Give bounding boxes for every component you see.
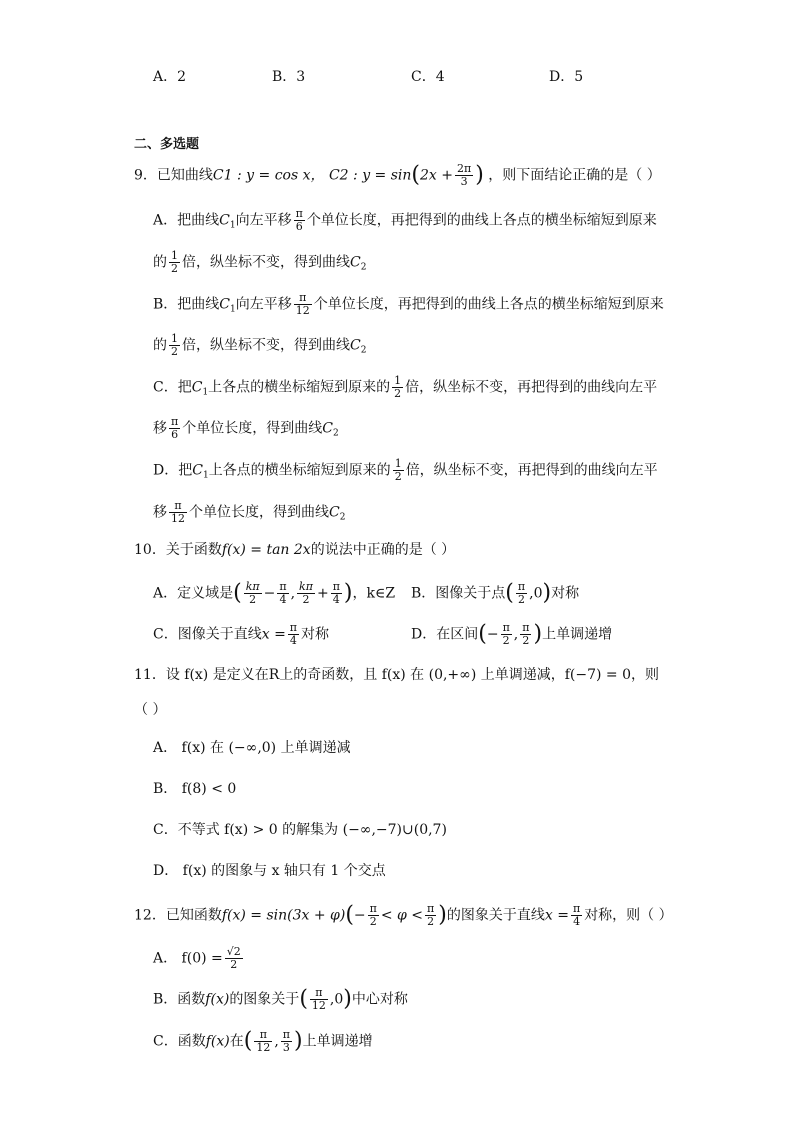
prev-option-b: B．3 [272, 69, 306, 85]
q12-option-c: C．函数f(x)在( $\frac{\pi}{12}$ , $\frac{\pi}{3}$ )上单调递增 [153, 1028, 373, 1054]
q11-option-c: C．不等式 f(x) > 0 的解集为 (−∞,−7)∪(0,7) [153, 822, 447, 838]
q9-option-d-line2: 移 $\frac{\pi}{12}$ 个单位长度，得到曲线$C_2$ [153, 499, 346, 525]
section-title: 二、多选题 [134, 137, 200, 152]
q9-option-d-line1: D．把$C_1$上各点的横坐标缩短到原来的 $\frac{1}{2}$ 倍，纵坐标不变，再把得到的曲线向左平 [153, 457, 658, 483]
q11-stem-line1: 11．设 f(x) 是定义在R上的奇函数，且 f(x) 在 (0,+∞) 上单调递减，f(−7) = 0，则 [134, 667, 660, 683]
q10-option-b: B．图像关于点( $\frac{\pi}{2}$ ,0)对称 [411, 580, 580, 606]
q10-stem: 10．关于函数f(x) = tan 2x的说法中正确的是（ ） [134, 542, 456, 558]
q9-option-c-line2: 移 $\frac{\pi}{6}$ 个单位长度，得到曲线$C_2$ [153, 415, 339, 441]
q9-option-b-line2: 的 $\frac{1}{2}$ 倍，纵坐标不变，得到曲线$C_2$ [153, 332, 367, 358]
q12-option-b: B．函数f(x)的图象关于( $\frac{\pi}{12}$ ,0)中心对称 [153, 986, 408, 1012]
prev-option-c: C．4 [411, 69, 445, 85]
prev-option-d: D．5 [549, 69, 584, 85]
q12-stem: 12．已知函数f(x) = sin(3x + φ)(− $\frac{\pi}{2}$ < φ < $\frac{\pi}{2}$ )的图象关于直线x = $\frac{\pi}{4}$ 对称，则（ ） [134, 902, 673, 928]
q9-option-c-line1: C．把$C_1$上各点的横坐标缩短到原来的 $\frac{1}{2}$ 倍，纵坐标不变，再把得到的曲线向左平 [153, 374, 658, 400]
q10-option-c: C．图像关于直线x = $\frac{\pi}{4}$ 对称 [153, 621, 330, 647]
q9-stem: 9．已知曲线C1 : y = cos x， C2 : y = sin(2x + $\frac{2\pi}{3}$ ) ，则下面结论正确的是（ ） [134, 162, 661, 188]
q11-option-d: D． f(x) 的图象与 x 轴只有 1 个交点 [153, 863, 386, 879]
q10-option-d: D．在区间(− $\frac{\pi}{2}$ , $\frac{\pi}{2}$ )上单调递增 [411, 621, 613, 647]
q11-option-a: A． f(x) 在 (−∞,0) 上单调递减 [153, 740, 351, 756]
q9-option-a-line2: 的 $\frac{1}{2}$ 倍，纵坐标不变，得到曲线$C_2$ [153, 249, 367, 275]
prev-option-a: A．2 [153, 69, 187, 85]
q12-option-a: A． f(0) = $\frac{√2}{2}$ [153, 945, 241, 971]
q10-option-a: A．定义域是( $\frac{k\pi}{2}$ − $\frac{\pi}{4}$ , $\frac{k\pi}{2}$ + $\frac{\pi}{4}$ )，k∈Z [153, 580, 396, 606]
q9-option-b-line1: B．把曲线$C_1$向左平移 $\frac{\pi}{12}$ 个单位长度，再把得到的曲线上各点的横坐标缩短到原来 [153, 291, 664, 317]
q11-stem-line2: （ ） [134, 702, 167, 718]
q11-option-b: B． f(8) < 0 [153, 781, 237, 797]
q9-option-a-line1: A．把曲线$C_1$向左平移 $\frac{\pi}{6}$ 个单位长度，再把得到的曲线上各点的横坐标缩短到原来 [153, 207, 657, 233]
